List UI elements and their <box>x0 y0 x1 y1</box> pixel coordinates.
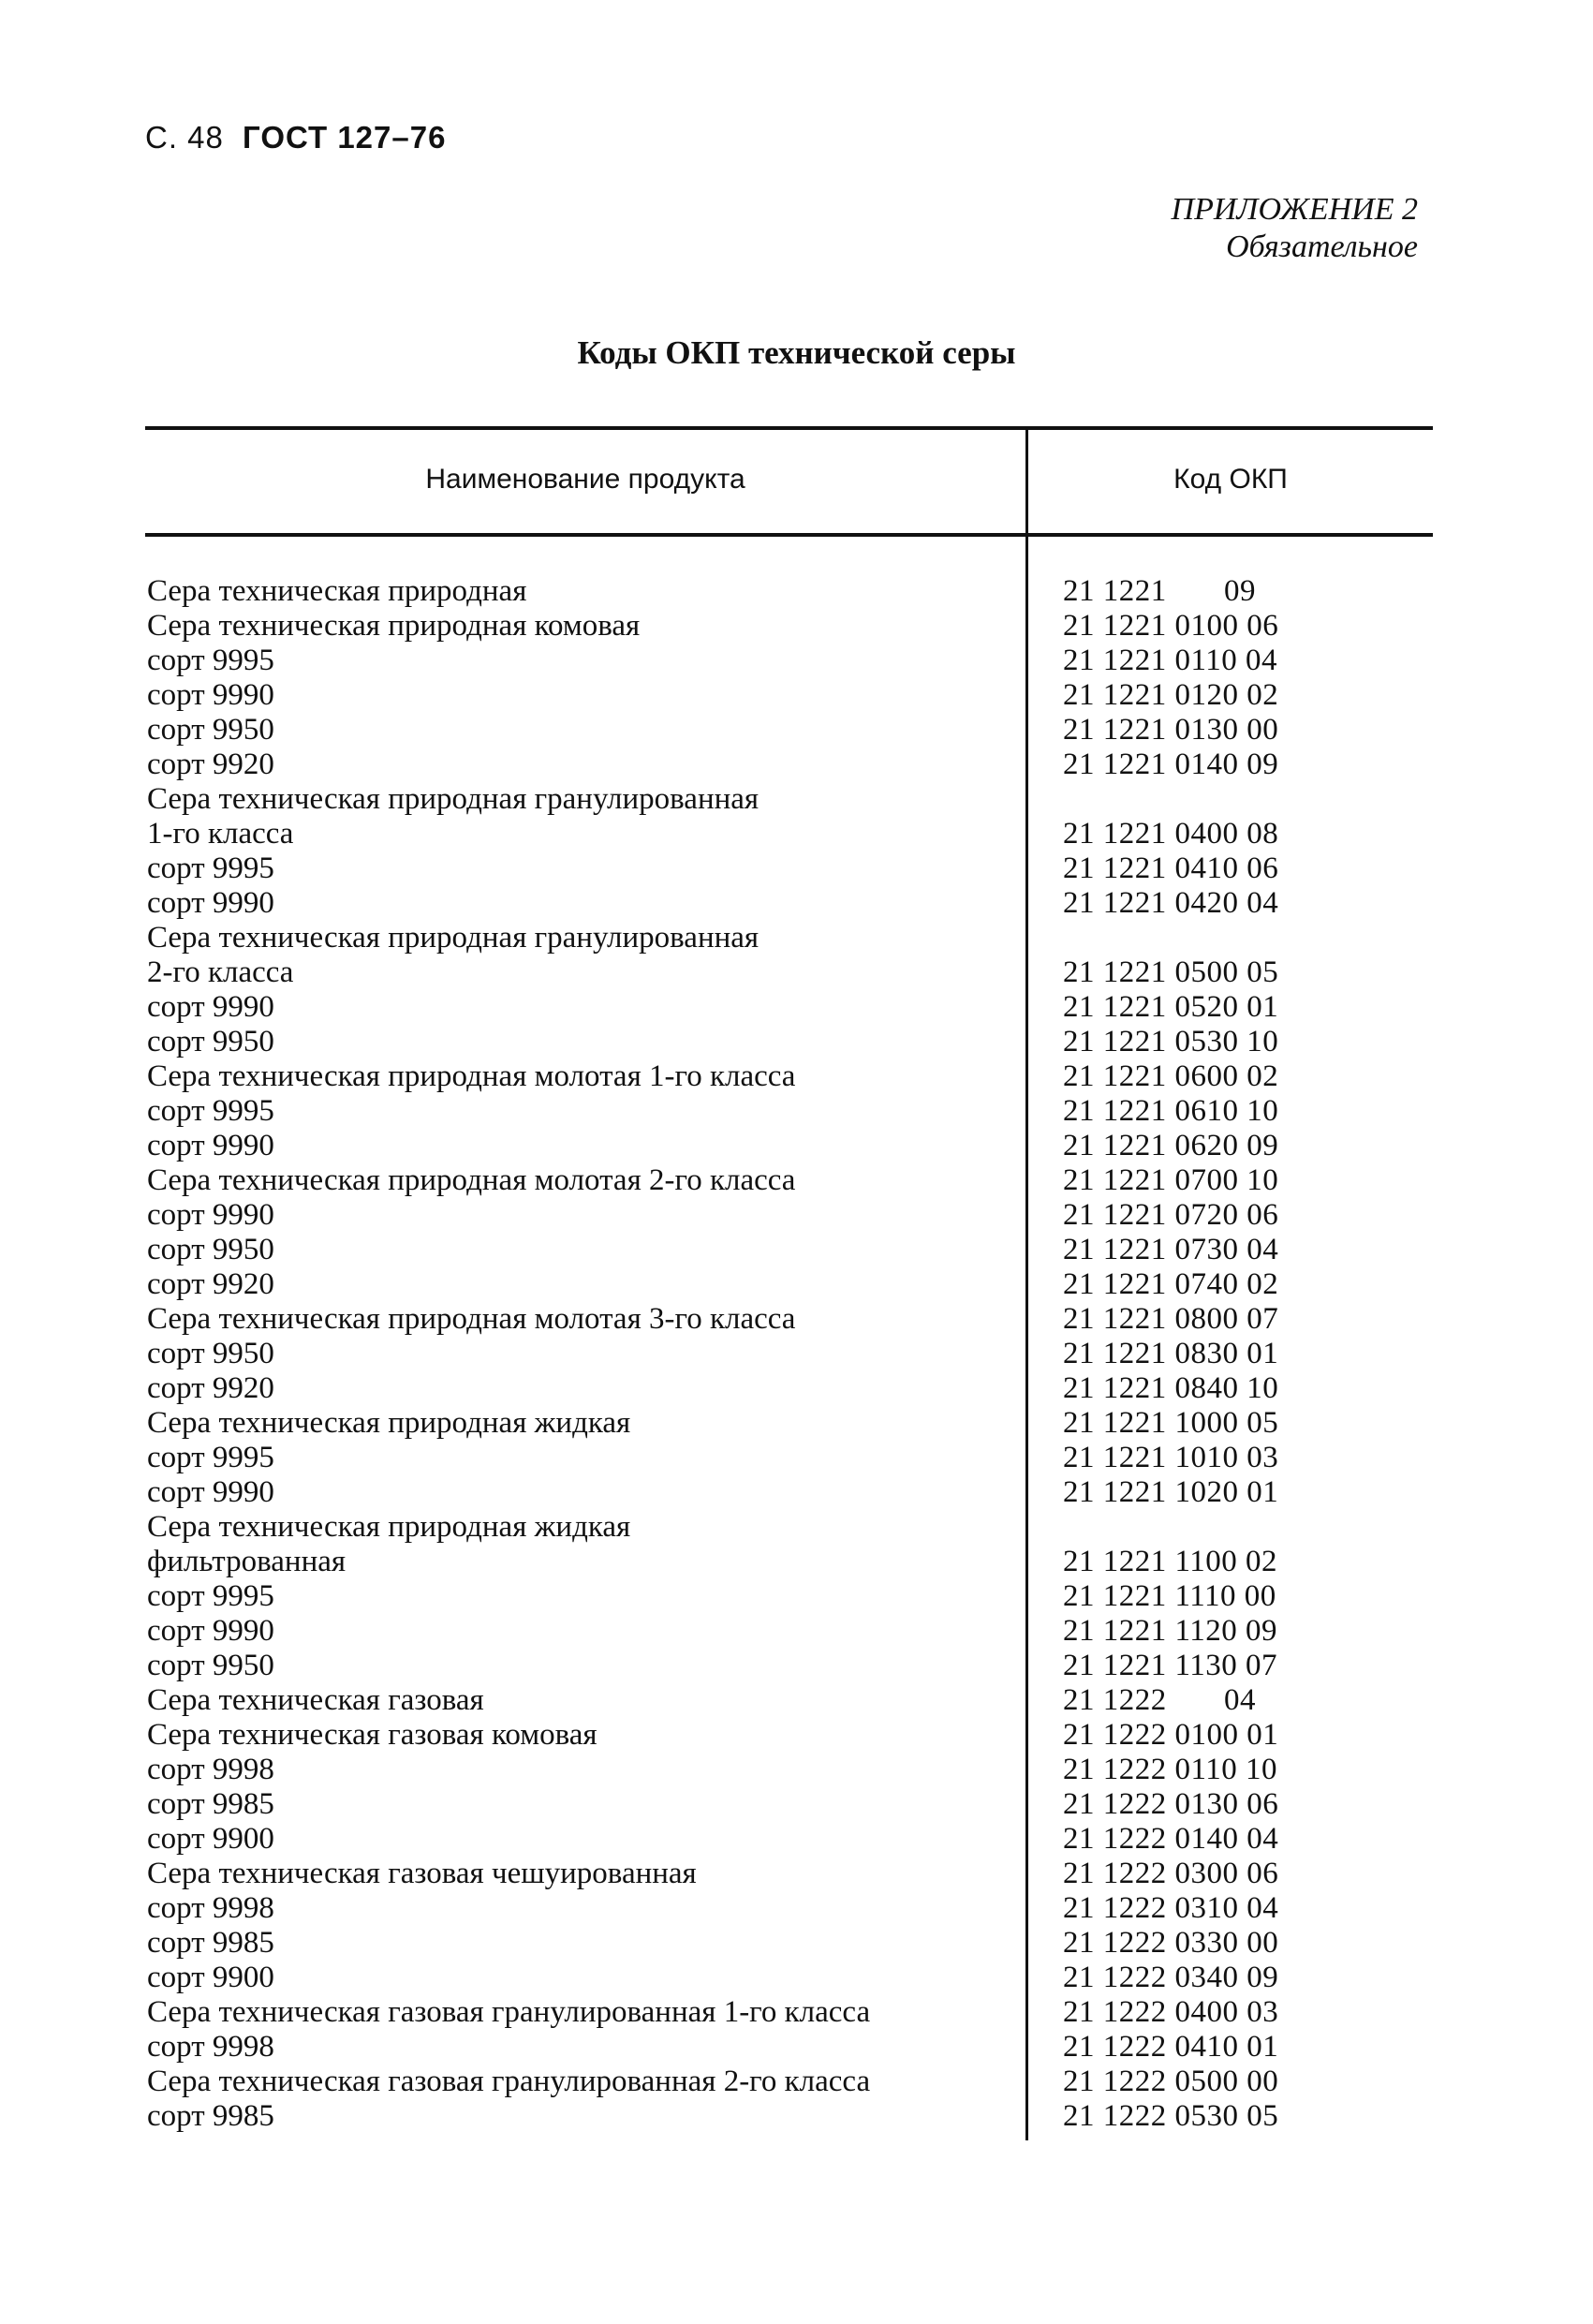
product-name: Сера техническая газовая гранулированная 2-го класса <box>147 2065 871 2098</box>
table-row <box>145 1059 1433 1094</box>
okp-code: 21 1221 0500 05 <box>1063 955 1279 989</box>
table-row <box>145 1857 1433 1891</box>
table-row <box>145 1614 1433 1649</box>
product-name: сорт 9990 <box>147 678 274 712</box>
product-name: сорт 9950 <box>147 1649 274 1682</box>
table-row <box>145 2065 1433 2099</box>
document-title: Коды ОКП технической серы <box>577 334 1016 371</box>
table-row <box>145 1337 1433 1371</box>
product-name: сорт 9995 <box>147 851 274 885</box>
product-name: сорт 9990 <box>147 1614 274 1648</box>
okp-code: 21 1221 0600 02 <box>1063 1059 1279 1093</box>
product-name: сорт 9950 <box>147 713 274 747</box>
table-row <box>145 609 1433 644</box>
okp-code: 21 1222 0130 06 <box>1063 1787 1279 1821</box>
product-name: Сера техническая природная гранулированная <box>147 921 760 955</box>
page-number: С. 48 <box>145 120 224 155</box>
okp-code: 21 1222 0330 00 <box>1063 1926 1279 1960</box>
table-row <box>145 1025 1433 1059</box>
product-name: 1-го класса <box>147 817 294 851</box>
table-row <box>145 1822 1433 1857</box>
standard-number: ГОСТ 127–76 <box>243 120 447 155</box>
okp-code: 21 1221 0400 08 <box>1063 817 1279 851</box>
column-header-product-name: Наименование продукта <box>425 464 745 495</box>
product-name: Сера техническая природная жидкая <box>147 1510 631 1544</box>
okp-code: 21 1222 0110 10 <box>1063 1753 1278 1786</box>
okp-code: 21 1221 0840 10 <box>1063 1371 1279 1405</box>
okp-code: 21 1222 0410 01 <box>1063 2030 1279 2064</box>
table-row <box>145 817 1433 851</box>
table-row <box>145 1510 1433 1545</box>
okp-code: 21 1221 0830 01 <box>1063 1337 1279 1370</box>
product-name: Сера техническая природная молотая 1-го класса <box>147 1059 796 1093</box>
okp-code: 21 1222 0400 03 <box>1063 1995 1279 2029</box>
product-name: Сера техническая природная жидкая <box>147 1406 631 1440</box>
okp-code: 21 1221 0120 02 <box>1063 678 1279 712</box>
table-row <box>145 1302 1433 1337</box>
table-row <box>145 1649 1433 1683</box>
table-row <box>145 1891 1433 1926</box>
okp-code: 21 1222 0530 05 <box>1063 2099 1279 2133</box>
okp-code: 21 1221 0700 10 <box>1063 1163 1279 1197</box>
okp-code: 21 1221 0530 10 <box>1063 1025 1279 1058</box>
okp-code: 21 1221 0420 04 <box>1063 886 1279 920</box>
product-name: сорт 9998 <box>147 2030 274 2064</box>
table-row <box>145 1926 1433 1961</box>
product-name: сорт 9985 <box>147 1926 274 1960</box>
table-row <box>145 2030 1433 2065</box>
okp-code: 21 1221 0620 09 <box>1063 1129 1279 1162</box>
appendix-title: ПРИЛОЖЕНИЕ 2 <box>1171 192 1418 227</box>
product-name: сорт 9990 <box>147 1198 274 1232</box>
table-row <box>145 678 1433 713</box>
okp-code: 21 1221 0140 09 <box>1063 748 1279 781</box>
product-name: Сера техническая газовая гранулированная 1-го класса <box>147 1995 871 2029</box>
table-row <box>145 1545 1433 1579</box>
product-name: Сера техническая природная <box>147 574 527 608</box>
product-name: сорт 9950 <box>147 1233 274 1266</box>
okp-code: 21 1221 0110 04 <box>1063 644 1278 677</box>
table-row <box>145 782 1433 817</box>
okp-code: 21 1221 09 <box>1063 574 1256 608</box>
product-name: сорт 9985 <box>147 1787 274 1821</box>
table-body <box>145 574 1433 2134</box>
product-name: сорт 9950 <box>147 1337 274 1370</box>
product-name: сорт 9998 <box>147 1753 274 1786</box>
product-name: Сера техническая природная молотая 3-го класса <box>147 1302 796 1336</box>
appendix-status: Обязательное <box>1226 229 1418 264</box>
table-row <box>145 713 1433 748</box>
okp-code: 21 1221 1130 07 <box>1063 1649 1278 1682</box>
table-row <box>145 990 1433 1025</box>
product-name: 2-го класса <box>147 955 294 989</box>
okp-code: 21 1221 0610 10 <box>1063 1094 1279 1128</box>
table-row <box>145 1094 1433 1129</box>
okp-code: 21 1221 0800 07 <box>1063 1302 1279 1336</box>
okp-code: 21 1222 0140 04 <box>1063 1822 1279 1856</box>
table-row <box>145 574 1433 609</box>
table-row <box>145 1683 1433 1718</box>
product-name: Сера техническая природная молотая 2-го класса <box>147 1163 796 1197</box>
table-row <box>145 1753 1433 1787</box>
table-row <box>145 2099 1433 2134</box>
okp-code: 21 1221 0720 06 <box>1063 1198 1279 1232</box>
product-name: сорт 9995 <box>147 1094 274 1128</box>
product-name: сорт 9998 <box>147 1891 274 1925</box>
table-row <box>145 1787 1433 1822</box>
table-row <box>145 921 1433 955</box>
table-row <box>145 955 1433 990</box>
okp-code: 21 1221 1010 03 <box>1063 1441 1279 1474</box>
okp-code: 21 1222 0310 04 <box>1063 1891 1279 1925</box>
table-row <box>145 1441 1433 1475</box>
product-name: сорт 9920 <box>147 748 274 781</box>
okp-code: 21 1221 1020 01 <box>1063 1475 1279 1509</box>
product-name: сорт 9920 <box>147 1267 274 1301</box>
table-row <box>145 1579 1433 1614</box>
product-name: Сера техническая газовая чешуированная <box>147 1857 697 1890</box>
product-name: Сера техническая природная гранулированная <box>147 782 760 816</box>
okp-code: 21 1221 0100 06 <box>1063 609 1279 643</box>
table-row <box>145 1961 1433 1995</box>
product-name: сорт 9900 <box>147 1961 274 1994</box>
okp-code: 21 1221 1110 00 <box>1063 1579 1276 1613</box>
table-row <box>145 644 1433 678</box>
table-row <box>145 1371 1433 1406</box>
okp-code: 21 1222 0100 01 <box>1063 1718 1279 1752</box>
product-name: Сера техническая газовая <box>147 1683 484 1717</box>
product-name: фильтрованная <box>147 1545 347 1578</box>
product-name: сорт 9995 <box>147 644 274 677</box>
product-name: Сера техническая газовая комовая <box>147 1718 597 1752</box>
okp-code: 21 1221 0130 00 <box>1063 713 1279 747</box>
product-name: сорт 9990 <box>147 886 274 920</box>
product-name: сорт 9950 <box>147 1025 274 1058</box>
okp-code: 21 1222 0300 06 <box>1063 1857 1279 1890</box>
table-row <box>145 1198 1433 1233</box>
okp-code: 21 1221 0520 01 <box>1063 990 1279 1024</box>
table-row <box>145 1163 1433 1198</box>
table-row <box>145 748 1433 782</box>
table-row <box>145 1718 1433 1753</box>
appendix-block <box>1172 191 1418 266</box>
product-name: сорт 9990 <box>147 1129 274 1162</box>
product-name: сорт 9920 <box>147 1371 274 1405</box>
column-header-okp-code: Код ОКП <box>1173 464 1288 495</box>
product-name: сорт 9995 <box>147 1441 274 1474</box>
product-name: сорт 9985 <box>147 2099 274 2133</box>
okp-code: 21 1221 1120 09 <box>1063 1614 1278 1648</box>
table-row <box>145 1475 1433 1510</box>
table-row <box>145 1406 1433 1441</box>
product-name: сорт 9900 <box>147 1822 274 1856</box>
okp-code: 21 1221 0730 04 <box>1063 1233 1279 1266</box>
product-name: сорт 9995 <box>147 1579 274 1613</box>
page-header <box>145 120 446 155</box>
okp-code: 21 1222 04 <box>1063 1683 1256 1717</box>
table-row <box>145 1267 1433 1302</box>
product-name: сорт 9990 <box>147 990 274 1024</box>
table-header-rule <box>145 533 1433 537</box>
table-row <box>145 851 1433 886</box>
product-name: Сера техническая природная комовая <box>147 609 641 643</box>
table-row <box>145 1129 1433 1163</box>
okp-code: 21 1222 0340 09 <box>1063 1961 1279 1994</box>
okp-code: 21 1221 0410 06 <box>1063 851 1279 885</box>
okp-code: 21 1222 0500 00 <box>1063 2065 1279 2098</box>
table-row <box>145 886 1433 921</box>
table-row <box>145 1995 1433 2030</box>
okp-code: 21 1221 1000 05 <box>1063 1406 1279 1440</box>
okp-code: 21 1221 1100 02 <box>1063 1545 1278 1578</box>
table-row <box>145 1233 1433 1267</box>
product-name: сорт 9990 <box>147 1475 274 1509</box>
table-top-rule <box>145 426 1433 430</box>
okp-code: 21 1221 0740 02 <box>1063 1267 1279 1301</box>
